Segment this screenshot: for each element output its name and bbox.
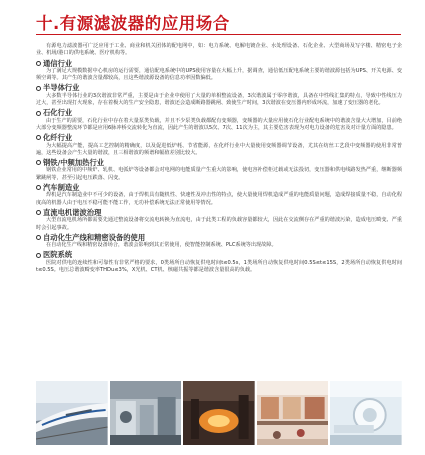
bullet-icon — [36, 135, 41, 140]
section-heading: 石化行业 — [43, 108, 73, 118]
content-body — [36, 40, 402, 274]
bullet-icon — [36, 160, 41, 165]
section-heading: 半导体行业 — [43, 83, 80, 93]
section-body: 为了满足大规模数据中心机房的运行需要，通信配电系统中的UPS使用容量在大幅上升，据调查，通信低压配电系统主要的谐波源包括为UPS、开关电源、变频空调等。其产生的谐波含量都较高，且这些谐波源设备的信息功率因数偏低。 — [36, 67, 402, 82]
section-body: 钢铁企业常用的中频炉、轧机、电弧炉等设备都会对电网的电能质量产生重大的影响，使电容补偿柜过载或无法投切，变压器和供电线路发热严重，继断器频繁跳闸等，甚至引起电压跌落、闪变。 — [36, 167, 402, 181]
section-heading: 通信行业 — [43, 58, 73, 68]
section-chemical-fiber — [36, 133, 402, 157]
section-hospital — [36, 250, 402, 274]
section-body: 焊机是汽车制造业中不可少的设备，由于焊机具有随机性、快速性及冲击性的特点，使大量使用焊机造成严重的电能质量问题，造成焊接质量不稳，自动化程度高的机器人由于电压不稳可能不能工作，无功补偿系统无法正常使用等情况。 — [36, 192, 402, 206]
section-heading: 化纤行业 — [43, 133, 73, 143]
shopping-mall-photo — [257, 381, 329, 445]
factory-machinery-photo — [110, 381, 182, 445]
section-steel — [36, 158, 402, 182]
page-title: 十.有源滤波器的应用场合 — [36, 14, 230, 33]
section-heading: 钢铁/中频加热行业 — [43, 158, 105, 168]
section-heading: 直流电机谐波治理 — [43, 207, 102, 217]
steel-plant-photo — [183, 381, 255, 445]
section-petrochemical — [36, 108, 402, 132]
section-heading: 医院系统 — [43, 250, 73, 260]
section-body: 大多数半导体行业的3次谐波非常严重，主要是由于企业中使用了大量的单相整流设备，3次谐波属于零序谐波，具备在中性线汇集的特点，导致中性线压力过大，甚至出现打火现象，存在着极大的生产安全隐患，谐波还会造成断路器跳闸、致使生产时间，3次谐波在变压器内形成环流，加速了变压器的老化。 — [36, 92, 402, 107]
bullet-icon — [36, 253, 41, 258]
photo-strip — [36, 381, 402, 445]
section-body: 为大幅提高产能，提高工艺控制的精确度，以及促进低炉耗、节省能源，在化纤行业中大量使用变频器调节设备，尤其在纺丝工艺段中变频器的使用非常普遍，这些设备会产生大量的谐波，且三相谐波的频谱和幅值差别比较大。 — [36, 142, 402, 156]
bullet-icon — [36, 185, 41, 190]
section-automotive — [36, 183, 402, 207]
high-speed-train-photo — [36, 381, 108, 445]
bullet-icon — [36, 111, 41, 116]
section-heading: 汽车制造业 — [43, 183, 80, 193]
section-telecom — [36, 59, 402, 83]
section-heading: 自动化生产线和精密设备的使用 — [43, 232, 146, 242]
bullet-icon — [36, 86, 41, 91]
title-divider — [36, 34, 401, 35]
bullet-icon — [36, 235, 41, 240]
bullet-icon — [36, 61, 41, 66]
section-body: 大型直流电机场所都需要先通过整流设备将交流电转换为直流电，由于此类工程的负载容量都较大，因此在交流侧存在严重的谐波污染，造成电压畸变、严重时会引起事故。 — [36, 217, 402, 231]
hospital-equipment-photo — [330, 381, 402, 445]
section-body: 在自动化生产线和精密设备场合，谐波会影响到其正常使用，使智能控制系统、PLC系统等出现故障。 — [46, 242, 277, 249]
section-dc-motor — [36, 208, 402, 232]
bullet-icon — [36, 210, 41, 215]
section-semiconductor — [36, 83, 402, 107]
section-automation — [36, 233, 402, 250]
section-body: 医院对供电的连续性和可靠性有非常严格的要求，0类场所自动恢复供电时间t≤0.5s，1类场所自动恢复供电时间0.5S≤t≤15S，2类场所自动恢复供电时间t≤0.5S。电压总谐波畸变率THDu≤3%，X光机、CT机、核磁共振等都是谐波含量很高的负载。 — [36, 259, 402, 274]
intro-paragraph: 有源电力滤波器可广泛应用于工业、商业和机关团体的配电网中，如：电力系统、电解电镀企业、水处理设备、石化企业、大型商场及写字楼、精密电子企业、机场/港口的供电系统、医疗机构等。 — [36, 43, 402, 57]
section-body: 由于生产的需要，石化行业中存在着大量泵类负载，并且不少泵类负载都配有变频器，变频器的大量应用使石化行业配电系统中的谐波含量大大增加，目前绝大部分变频器整流环节都是应用6脉冲桥交流转化为直流，因此产生的谐波以5次、7次、11次为主，其主要危害表现为对电力设备的危害及对计量方面的隐患。 — [36, 117, 402, 131]
